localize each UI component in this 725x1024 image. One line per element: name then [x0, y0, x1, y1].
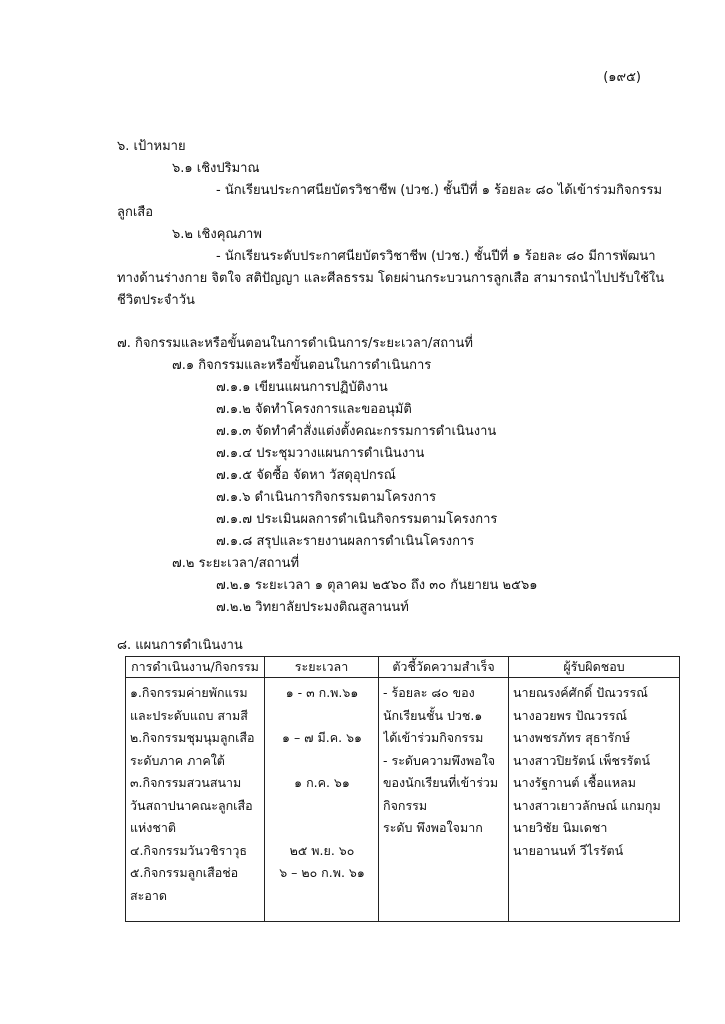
quality-line-1: - นักเรียนระดับประกาศนียบัตรวิชาชีพ (ปวช.) ชั้นปีที่ ๑ ร้อยละ ๘๐ มีการพัฒนา — [216, 249, 656, 264]
activity-line: แห่งชาติ — [130, 820, 177, 835]
goals-heading: ๖. เป้าหมาย — [117, 139, 186, 154]
activity-line: ๒.กิจกรรมชุมนุมลูกเสือ — [130, 730, 255, 745]
header-responsible: ผู้รับผิดชอบ — [509, 657, 680, 678]
period-line: ๑ ก.ค. ๖๑ — [294, 775, 350, 790]
activity-line: สะอาด — [130, 887, 167, 903]
responsible-cell — [509, 678, 680, 922]
period-line — [269, 795, 375, 818]
indicator-line: - ระดับความพึงพอใจ — [383, 752, 496, 768]
header-indicator: ตัวชี้วัดความสำเร็จ — [379, 657, 509, 678]
header-period: ระยะเวลา — [265, 657, 379, 678]
step-item: ๗.๑.๑ เขียนแผนการปฏิบัติงาน — [216, 380, 388, 395]
activity-cell — [126, 678, 265, 922]
activity-line: ๑.กิจกรรมค่ายพักแรม — [130, 685, 248, 700]
responsible-line: นายวิชัย นิมเดชา — [513, 820, 608, 835]
plan-table — [125, 656, 680, 922]
quality-line-3: ชีวิตประจำวัน — [117, 293, 195, 308]
activity-line: ระดับภาค ภาคใต้ — [130, 752, 225, 768]
indicator-line: กิจกรรม — [383, 797, 428, 813]
responsible-line: นางอวยพร ปัณวรรณ์ — [513, 707, 628, 723]
period-line: ๑ – ๗ มี.ค. ๖๑ — [282, 730, 362, 745]
indicator-line: ได้เข้าร่วมกิจกรรม — [383, 730, 484, 745]
indicator-line: นักเรียนชั้น ปวช.๑ — [383, 707, 483, 723]
period-line: ๗.๒.๑ ระยะเวลา ๑ ตุลาคม ๒๕๖๐ ถึง ๓๐ กันยายน ๒๕๖๑ — [216, 578, 538, 593]
activities-heading: ๗. กิจกรรมและหรือขั้นตอนในการดำเนินการ/ระยะเวลา/สถานที่ — [117, 336, 473, 351]
indicator-line: ระดับ พึงพอใจมาก — [383, 820, 483, 835]
responsible-line: นายณรงค์ศักดิ์ ปัณวรรณ์ — [513, 685, 648, 700]
activity-line: วันสถาปนาคณะลูกเสือ — [130, 797, 253, 813]
responsible-line: นางสาวเยาวลักษณ์ แกมกุม — [513, 797, 661, 813]
plan-heading: ๘. แผนการดำเนินงาน — [117, 638, 243, 653]
page-number: (๑๙๕) — [603, 70, 641, 85]
step-item: ๗.๑.๗ ประเมินผลการดำเนินกิจกรรมตามโครงการ — [216, 512, 498, 527]
activity-line: ๓.กิจกรรมสวนสนาม — [130, 775, 242, 790]
period-line — [269, 750, 375, 773]
period-line: ๑ - ๓ ก.พ.๖๑ — [285, 685, 359, 700]
activities-sub1-heading: ๗.๑ กิจกรรมและหรือขั้นตอนในการดำเนินการ — [172, 358, 432, 373]
step-item: ๗.๑.๘ สรุปและรายงานผลการดำเนินโครงการ — [216, 534, 475, 549]
period-line — [269, 817, 375, 840]
activities-sub2-heading: ๗.๒ ระยะเวลา/สถานที่ — [172, 556, 300, 571]
activity-line: และประดับแถบ สามสี — [130, 707, 248, 723]
period-cell — [265, 678, 379, 922]
activity-line: ๕.กิจกรรมลูกเสือช่อ — [130, 865, 239, 880]
table-header-row — [126, 657, 680, 678]
indicator-line: - ร้อยละ ๘๐ ของ — [383, 685, 475, 700]
responsible-line: นางพชรภัทร สุธารักษ์ — [513, 730, 631, 745]
period-line: ๖ – ๒๐ ก.พ. ๖๑ — [279, 865, 365, 880]
responsible-line: นางรัฐกานต์ เชื้อแหลม — [513, 775, 636, 790]
header-activity: การดำเนินงาน/กิจกรรม — [126, 657, 265, 678]
period-line — [269, 705, 375, 728]
indicator-line: ของนักเรียนที่เข้าร่วม — [383, 775, 499, 790]
activity-line: ๔.กิจกรรมวันวชิราวุธ — [130, 842, 248, 858]
quality-heading: ๖.๒ เชิงคุณภาพ — [172, 227, 262, 242]
quantity-line-1: - นักเรียนประกาศนียบัตรวิชาชีพ (ปวช.) ชั้นปีที่ ๑ ร้อยละ ๘๐ ได้เข้าร่วมกิจกรรม — [216, 183, 663, 198]
place-line: ๗.๒.๒ วิทยาลัยประมงติณสูลานนท์ — [216, 600, 409, 615]
quantity-heading: ๖.๑ เชิงปริมาณ — [172, 161, 260, 176]
responsible-line: นางสาวปิยรัตน์ เพ็ชรรัตน์ — [513, 752, 651, 768]
table-row — [126, 678, 680, 922]
period-line: ๒๕ พ.ย. ๖๐ — [289, 842, 355, 858]
quality-line-2: ทางด้านร่างกาย จิตใจ สติปัญญา และศีลธรรม โดยผ่านกระบวนการลูกเสือ สามารถนำไปปรับใช้ใน — [117, 271, 665, 286]
step-item: ๗.๑.๓ จัดทำคำสั่งแต่งตั้งคณะกรรมการดำเนินงาน — [216, 424, 497, 439]
step-item: ๗.๑.๔ ประชุมวางแผนการดำเนินงาน — [216, 446, 425, 461]
responsible-line: นายอานนท์ วีไรรัตน์ — [513, 842, 624, 858]
step-item: ๗.๑.๖ ดำเนินการกิจกรรมตามโครงการ — [216, 490, 437, 505]
quantity-line-2: ลูกเสือ — [117, 205, 154, 220]
step-item: ๗.๑.๒ จัดทำโครงการและขออนุมัติ — [216, 402, 412, 417]
step-item: ๗.๑.๕ จัดซื้อ จัดหา วัสดุอุปกรณ์ — [216, 468, 396, 483]
indicator-cell — [379, 678, 509, 922]
